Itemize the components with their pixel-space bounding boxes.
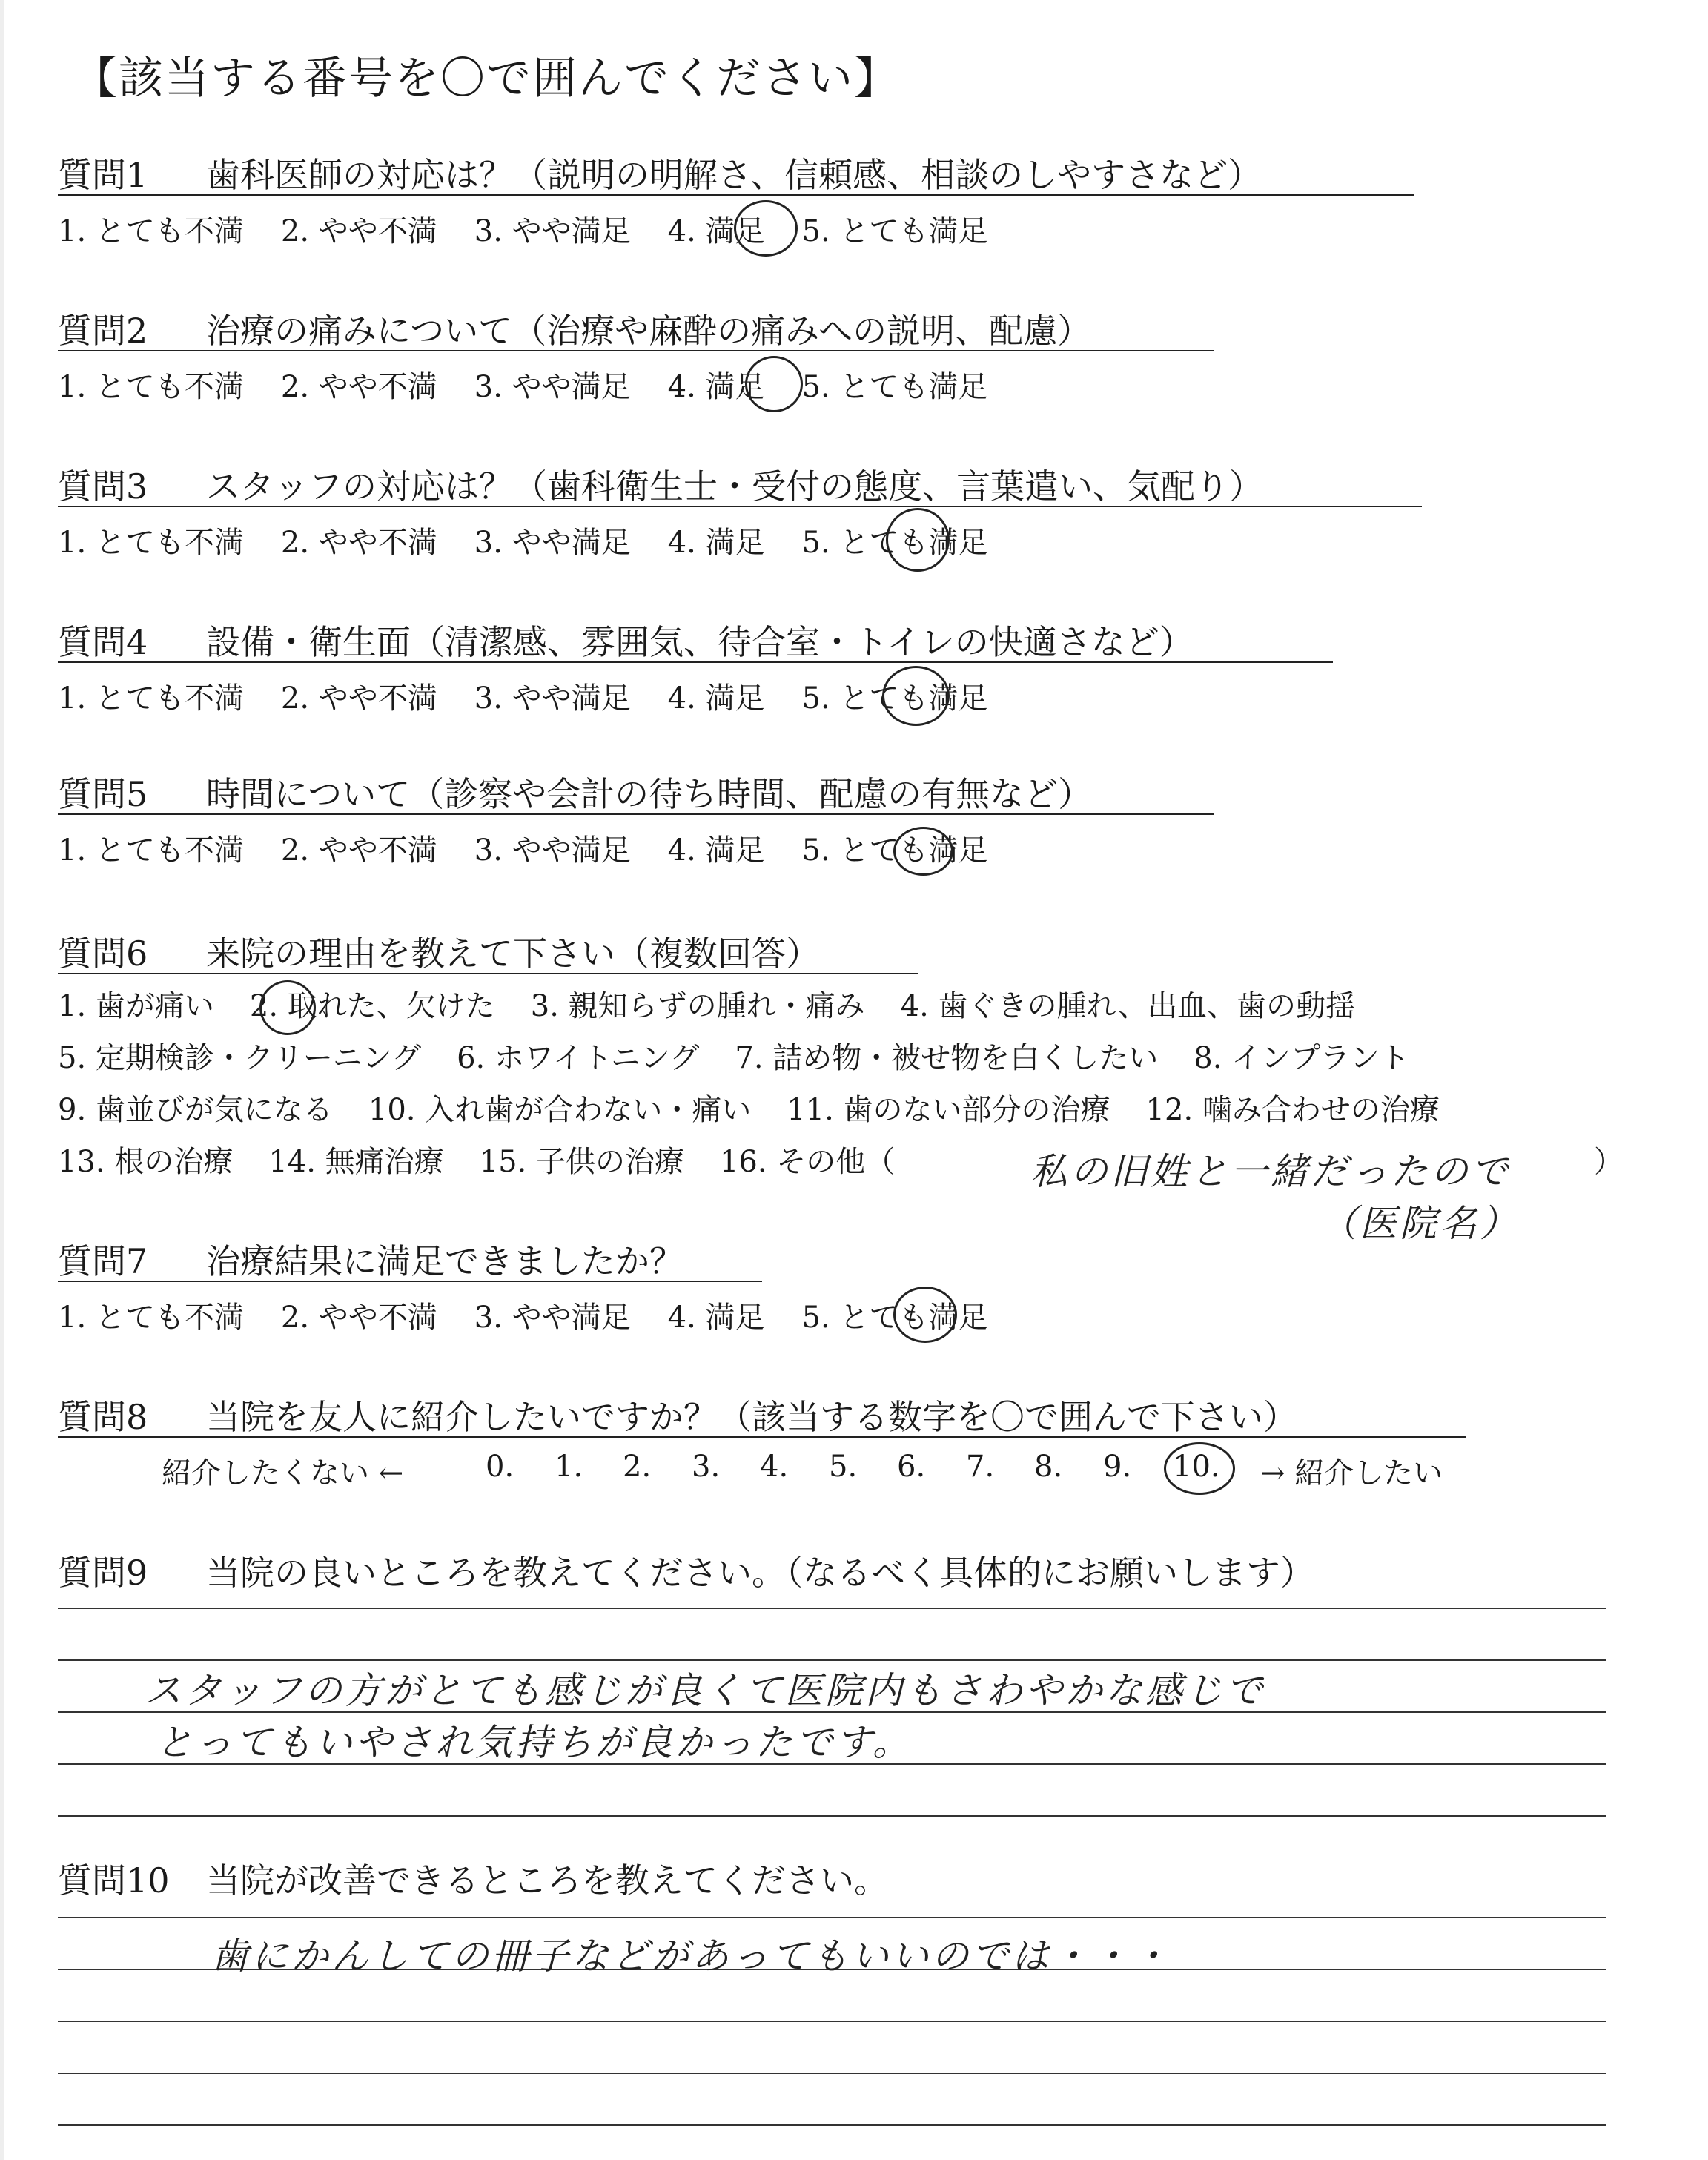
scan-edge xyxy=(0,0,4,2160)
question-7 xyxy=(58,1235,683,1284)
answer-line xyxy=(58,1815,1606,1817)
reason-row-3 xyxy=(58,1086,1475,1129)
answer-line xyxy=(58,1608,1606,1609)
question-number: 質問3 xyxy=(58,466,148,506)
reason-option[interactable]: 1. 歯が痛い xyxy=(58,989,214,1023)
question-text: 当院の良いところを教えてください。（なるべく具体的にお願いします） xyxy=(206,1553,1314,1593)
question-3 xyxy=(58,460,1263,509)
page-title: 【該当する番号を〇で囲んでください】 xyxy=(73,53,900,105)
reason-option[interactable]: 9. 歯並びが気になる xyxy=(58,1093,333,1127)
option-5[interactable]: 5. とても満足 xyxy=(801,214,988,248)
option-5[interactable]: 5. とても満足 xyxy=(801,833,988,868)
handwritten-note: （医院名） xyxy=(1320,1202,1520,1245)
question-underline xyxy=(58,194,1414,196)
scale-9[interactable]: 9. xyxy=(1103,1450,1132,1484)
question-9 xyxy=(58,1546,1314,1595)
handwritten-other: 私の旧姓と一緒だったので xyxy=(1030,1150,1511,1193)
question-text: スタッフの対応は？（歯科衛生士・受付の態度、言葉遣い、気配り） xyxy=(206,466,1263,506)
scale-5[interactable]: 5. xyxy=(829,1450,858,1484)
option-1[interactable]: 1. とても不満 xyxy=(58,681,244,716)
option-4[interactable]: 4. 満足 xyxy=(667,526,765,560)
reason-row-1 xyxy=(58,982,1391,1025)
question-text: 治療の痛みについて（治療や麻酔の痛みへの説明、配慮） xyxy=(206,311,1092,351)
option-5[interactable]: 5. とても満足 xyxy=(801,370,988,404)
option-3[interactable]: 3. やや満足 xyxy=(474,370,631,404)
question-text: 設備・衛生面（清潔感、雰囲気、待合室・トイレの快適さなど） xyxy=(206,622,1194,662)
option-3[interactable]: 3. やや満足 xyxy=(474,214,631,248)
option-2[interactable]: 2. やや不満 xyxy=(280,681,437,716)
question-10 xyxy=(58,1854,888,1903)
option-3[interactable]: 3. やや満足 xyxy=(474,1301,631,1335)
option-5[interactable]: 5. とても満足 xyxy=(801,526,988,560)
question-5 xyxy=(58,767,1092,816)
reason-option[interactable]: 10. 入れ歯が合わない・痛い xyxy=(368,1093,752,1127)
question-2 xyxy=(58,304,1091,353)
question-text: 当院が改善できるところを教えてください。 xyxy=(206,1860,888,1900)
reason-option[interactable]: 4. 歯ぐきの腫れ、出血、歯の動揺 xyxy=(900,989,1355,1023)
rating-options-q1 xyxy=(58,208,1025,250)
option-1[interactable]: 1. とても不満 xyxy=(58,1301,244,1335)
handwritten-answer-q10-line1: 歯にかんしての冊子などがあってもいいのでは・・・ xyxy=(211,1935,1172,1978)
option-1[interactable]: 1. とても不満 xyxy=(58,370,244,404)
scale-2[interactable]: 2. xyxy=(623,1450,652,1484)
option-5[interactable]: 5. とても満足 xyxy=(801,1301,988,1335)
reason-option[interactable]: 14. 無痛治療 xyxy=(268,1145,444,1179)
option-4[interactable]: 4. 満足 xyxy=(667,681,765,716)
question-number: 質問9 xyxy=(58,1553,148,1593)
scale-7[interactable]: 7. xyxy=(966,1450,995,1484)
scale-left-label: 紹介したくない ← xyxy=(162,1456,404,1490)
reason-option[interactable]: 7. 詰め物・被せ物を白くしたい xyxy=(735,1041,1159,1075)
question-underline xyxy=(58,973,918,974)
paren-close: ） xyxy=(1594,1145,1623,1179)
question-number: 質問4 xyxy=(58,622,148,662)
question-number: 質問1 xyxy=(58,155,148,195)
scale-8[interactable]: 8. xyxy=(1034,1450,1063,1484)
rating-options-q3 xyxy=(58,519,1025,561)
rating-options-q7 xyxy=(58,1294,1025,1336)
scale-4[interactable]: 4. xyxy=(760,1450,789,1484)
question-underline xyxy=(58,1436,1466,1438)
option-3[interactable]: 3. やや満足 xyxy=(474,526,631,560)
reason-option[interactable]: 5. 定期検診・クリーニング xyxy=(58,1041,422,1075)
option-1[interactable]: 1. とても不満 xyxy=(58,833,244,868)
question-underline xyxy=(58,661,1333,663)
reason-option[interactable]: 11. 歯のない部分の治療 xyxy=(787,1093,1110,1127)
question-text: 治療結果に満足できましたか？ xyxy=(206,1241,683,1281)
question-4 xyxy=(58,615,1194,664)
scale-0[interactable]: 0. xyxy=(486,1450,514,1484)
question-1 xyxy=(58,148,1262,197)
answer-line xyxy=(58,2021,1606,2022)
option-1[interactable]: 1. とても不満 xyxy=(58,214,244,248)
question-number: 質問2 xyxy=(58,311,148,351)
scale-6[interactable]: 6. xyxy=(897,1450,926,1484)
option-3[interactable]: 3. やや満足 xyxy=(474,833,631,868)
question-text: 来院の理由を教えて下さい（複数回答） xyxy=(206,934,820,974)
reason-option[interactable]: 16. その他（ xyxy=(719,1145,896,1179)
question-6 xyxy=(58,927,820,976)
answer-line xyxy=(58,2073,1606,2074)
option-4[interactable]: 4. 満足 xyxy=(667,370,765,404)
question-8 xyxy=(58,1390,1297,1439)
question-underline xyxy=(58,506,1422,507)
reason-option[interactable]: 8. インプラント xyxy=(1194,1041,1410,1075)
reason-option[interactable]: 13. 根の治療 xyxy=(58,1145,234,1179)
reason-row-2 xyxy=(58,1034,1445,1077)
question-text: 時間について（診察や会計の待ち時間、配慮の有無など） xyxy=(206,774,1093,814)
option-2[interactable]: 2. やや不満 xyxy=(280,214,437,248)
reason-option[interactable]: 12. 噛み合わせの治療 xyxy=(1145,1093,1440,1127)
scale-10[interactable]: 10. xyxy=(1173,1450,1220,1484)
reason-option[interactable]: 3. 親知らずの腫れ・痛み xyxy=(530,989,865,1023)
handwritten-answer-q9-line2: とってもいやされ気持ちが良かったです。 xyxy=(156,1721,913,1764)
option-5[interactable]: 5. とても満足 xyxy=(801,681,988,716)
option-1[interactable]: 1. とても不満 xyxy=(58,526,244,560)
reason-option[interactable]: 15. 子供の治療 xyxy=(479,1145,684,1179)
option-2[interactable]: 2. やや不満 xyxy=(280,370,437,404)
scale-right-label: → 紹介したい xyxy=(1260,1456,1443,1490)
handwritten-answer-q9-line1: スタッフの方がとても感じが良くて医院内もさわやかな感じで xyxy=(145,1669,1265,1712)
rating-options-q4 xyxy=(58,675,1025,717)
question-underline xyxy=(58,813,1214,815)
reason-option[interactable]: 6. ホワイトニング xyxy=(457,1041,700,1075)
question-number: 質問10 xyxy=(58,1860,170,1900)
question-text: 歯科医師の対応は？（説明の明解さ、信頼感、相談のしやすさなど） xyxy=(206,155,1262,195)
rating-options-q2 xyxy=(58,363,1025,406)
reason-row-4 xyxy=(58,1138,930,1180)
question-underline xyxy=(58,1281,762,1282)
question-number: 質問8 xyxy=(58,1397,148,1437)
question-number: 質問5 xyxy=(58,774,148,814)
rating-options-q5 xyxy=(58,827,1025,869)
scale-1[interactable]: 1. xyxy=(555,1450,583,1484)
question-underline xyxy=(58,350,1214,351)
option-2[interactable]: 2. やや不満 xyxy=(280,526,437,560)
option-2[interactable]: 2. やや不満 xyxy=(280,833,437,868)
question-number: 質問6 xyxy=(58,934,148,974)
option-4[interactable]: 4. 満足 xyxy=(667,214,765,248)
reason-option[interactable]: 2. 取れた、欠けた xyxy=(249,989,495,1023)
option-2[interactable]: 2. やや不満 xyxy=(280,1301,437,1335)
scale-3[interactable]: 3. xyxy=(692,1450,721,1484)
option-4[interactable]: 4. 満足 xyxy=(667,1301,765,1335)
option-3[interactable]: 3. やや満足 xyxy=(474,681,631,716)
option-4[interactable]: 4. 満足 xyxy=(667,833,765,868)
question-number: 質問7 xyxy=(58,1241,148,1281)
answer-line xyxy=(58,2124,1606,2126)
question-text: 当院を友人に紹介したいですか？（該当する数字を〇で囲んで下さい） xyxy=(206,1397,1297,1437)
answer-line xyxy=(58,1917,1606,1918)
